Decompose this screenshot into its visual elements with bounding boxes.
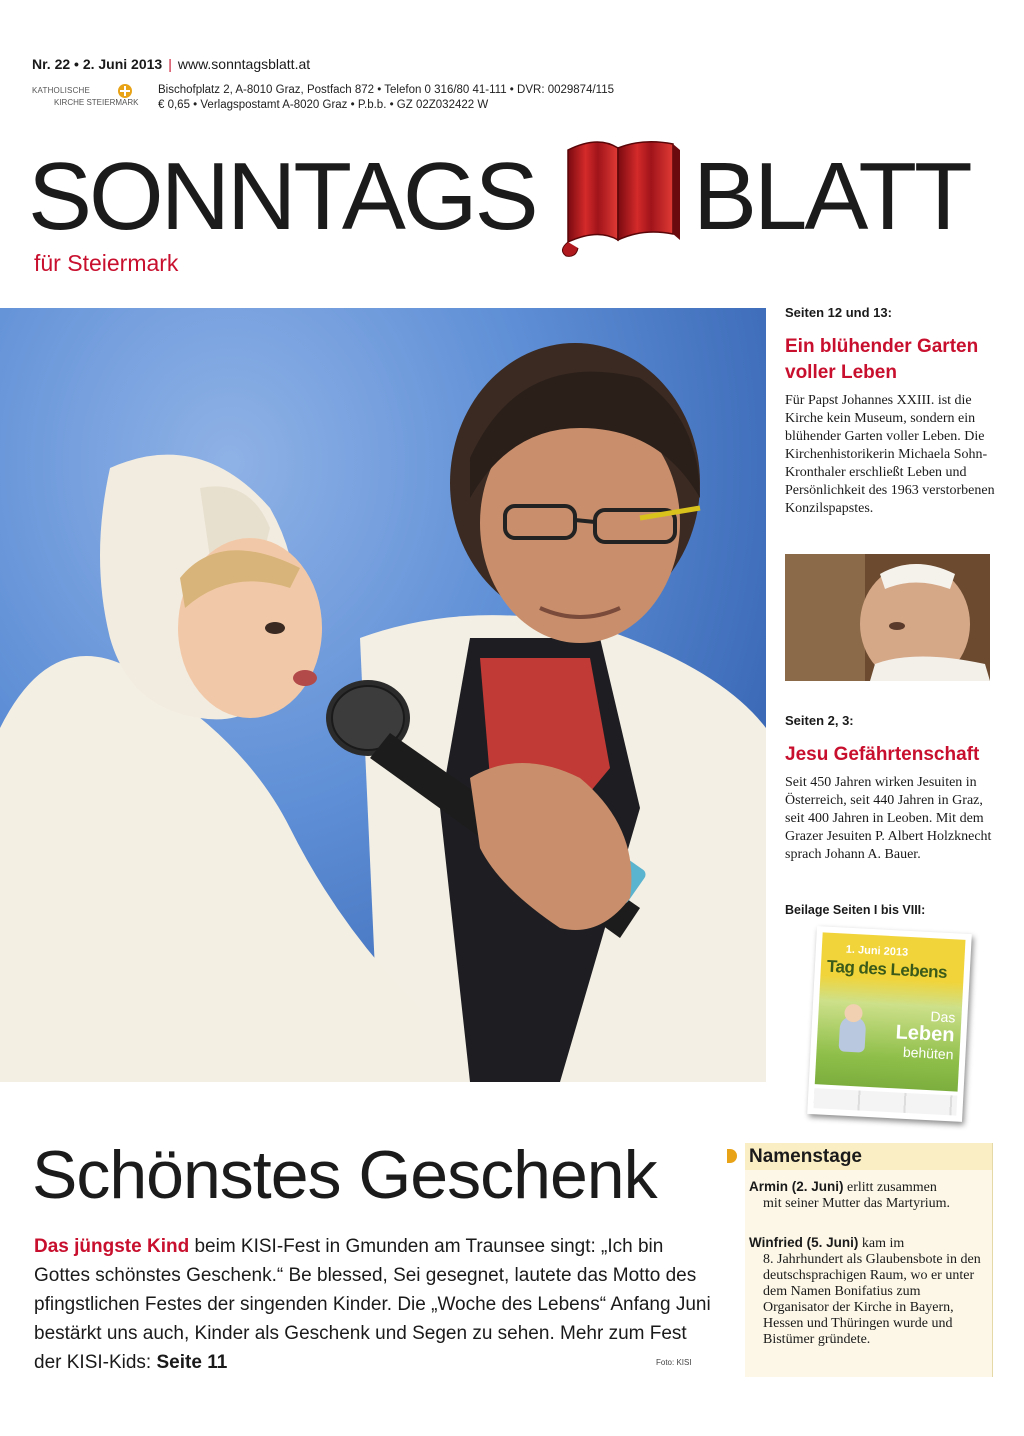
- teaser-1-kicker: Seiten 12 und 13:: [785, 305, 892, 320]
- bullet-icon: [727, 1149, 737, 1163]
- baby-icon: [838, 1015, 866, 1052]
- masthead-word-1: SONNTAGS: [28, 143, 536, 250]
- teaser-2-kicker: Seiten 2, 3:: [785, 713, 854, 728]
- katholische-kirche-logo: [32, 84, 152, 110]
- teaser-2-body: Seit 450 Jahren wirken Jesuiten in Österreich, seit 440 Jahren in Graz, seit 400 Jahren in Leoben. Mit dem Grazer Jesuiten P. Albert Holzknecht sprach Johann A. Bauer.: [785, 775, 992, 862]
- namenstag-text: erlitt zusammen: [843, 1180, 937, 1195]
- supplement-title: Tag des Lebens: [826, 956, 948, 982]
- teaser-1-body: Für Papst Johannes XXIII. ist die Kirche kein Museum, sondern ein blühender Garten voller Leben. Die Kirchenhistorikerin Michaela Sohn-Kronthaler erschließt Leben und Persönlichkeit des 1963 verstorbenen Konzilspapstes.: [785, 393, 995, 516]
- namenstag-text-rest: 8. Jahrhundert als Glaubensbote in den deutschsprachigen Raum, wo er unter dem Namen Bonifatius zum Organisator der Kirche in Bayern, Hessen und Thüringen wurde und Bistümer gründete.: [763, 1252, 981, 1347]
- address-line-1: Bischofplatz 2, A-8010 Graz, Postfach 872 • Telefon 0 316/80 41-111 • DVR: 0029874/115: [158, 84, 615, 96]
- hero-illustration: [0, 308, 766, 1082]
- namenstage-box: [745, 1143, 993, 1377]
- namenstag-name: Winfried (5. Juni): [749, 1235, 859, 1250]
- issue-date: Nr. 22 • 2. Juni 2013: [32, 56, 163, 72]
- issue-line: [32, 56, 310, 72]
- cross-icon: [118, 84, 132, 98]
- lead-highlight: Das jüngste Kind: [34, 1236, 190, 1257]
- supplement-date: 1. Juni 2013: [845, 943, 909, 959]
- namenstage-header: [745, 1143, 992, 1170]
- hero-photo: [0, 308, 766, 1082]
- pope-illustration: [785, 554, 990, 681]
- supplement-cover-art: [815, 932, 966, 1091]
- namenstag-text-rest: mit seiner Mutter das Martyrium.: [763, 1196, 951, 1211]
- photo-credit: Foto: KISI: [656, 1358, 692, 1367]
- lead-text: beim KISI-Fest in Gmunden am Traunsee singt: „Ich bin Gottes schönstes Geschenk.“ Be blessed, Sei gesegnet, lautete das Motto des pfingstlichen Festes der singenden Kinder. Die „Woche des Lebens“ Anfang Juni bestärkt uns auch, Kinder als Geschenk und Segen zu sehen. Mehr zum Fest der KISI-Kids:: [34, 1236, 711, 1373]
- website-link[interactable]: www.sonntagsblatt.at: [177, 56, 311, 72]
- masthead-word-2: BLATT: [693, 143, 970, 250]
- supplement-footer: [813, 1088, 957, 1115]
- address-line-2: € 0,65 • Verlagspostamt A-8020 Graz • P.b.b. • GZ 02Z032422 W: [158, 99, 489, 111]
- teaser-1[interactable]: [785, 305, 995, 518]
- lead-paragraph: [34, 1232, 714, 1377]
- namenstag-entry: [749, 1179, 989, 1212]
- masthead-subtitle: für Steiermark: [34, 250, 179, 276]
- namenstag-text: kam im: [858, 1236, 905, 1251]
- supplement-slogan-2: Leben: [895, 1021, 956, 1047]
- namenstag-entry: [749, 1235, 989, 1348]
- pope-photo: [785, 554, 990, 681]
- separator: |: [168, 56, 172, 72]
- lead-page-link[interactable]: Seite 11: [156, 1352, 228, 1373]
- teaser-2-headline[interactable]: Jesu Gefährtenschaft: [785, 744, 980, 765]
- address-block: [158, 83, 614, 113]
- supplement-kicker: Beilage Seiten I bis VIII:: [785, 903, 926, 917]
- logo-line-2: KIRCHE STEIERMARK: [54, 98, 139, 107]
- namenstag-name: Armin (2. Juni): [749, 1179, 844, 1194]
- namenstage-title: Namenstage: [749, 1146, 862, 1167]
- supplement-cover[interactable]: [807, 926, 972, 1122]
- teaser-2[interactable]: [785, 713, 995, 864]
- supplement-slogan-1: Das: [930, 1008, 956, 1026]
- supplement-slogan-3: behüten: [902, 1043, 954, 1063]
- teaser-1-headline[interactable]: Ein blühender Garten voller Leben: [785, 336, 979, 383]
- logo-line-1: KATHOLISCHE: [32, 86, 91, 95]
- main-headline: Schönstes Geschenk: [32, 1137, 657, 1213]
- book-logo-icon: [548, 130, 688, 260]
